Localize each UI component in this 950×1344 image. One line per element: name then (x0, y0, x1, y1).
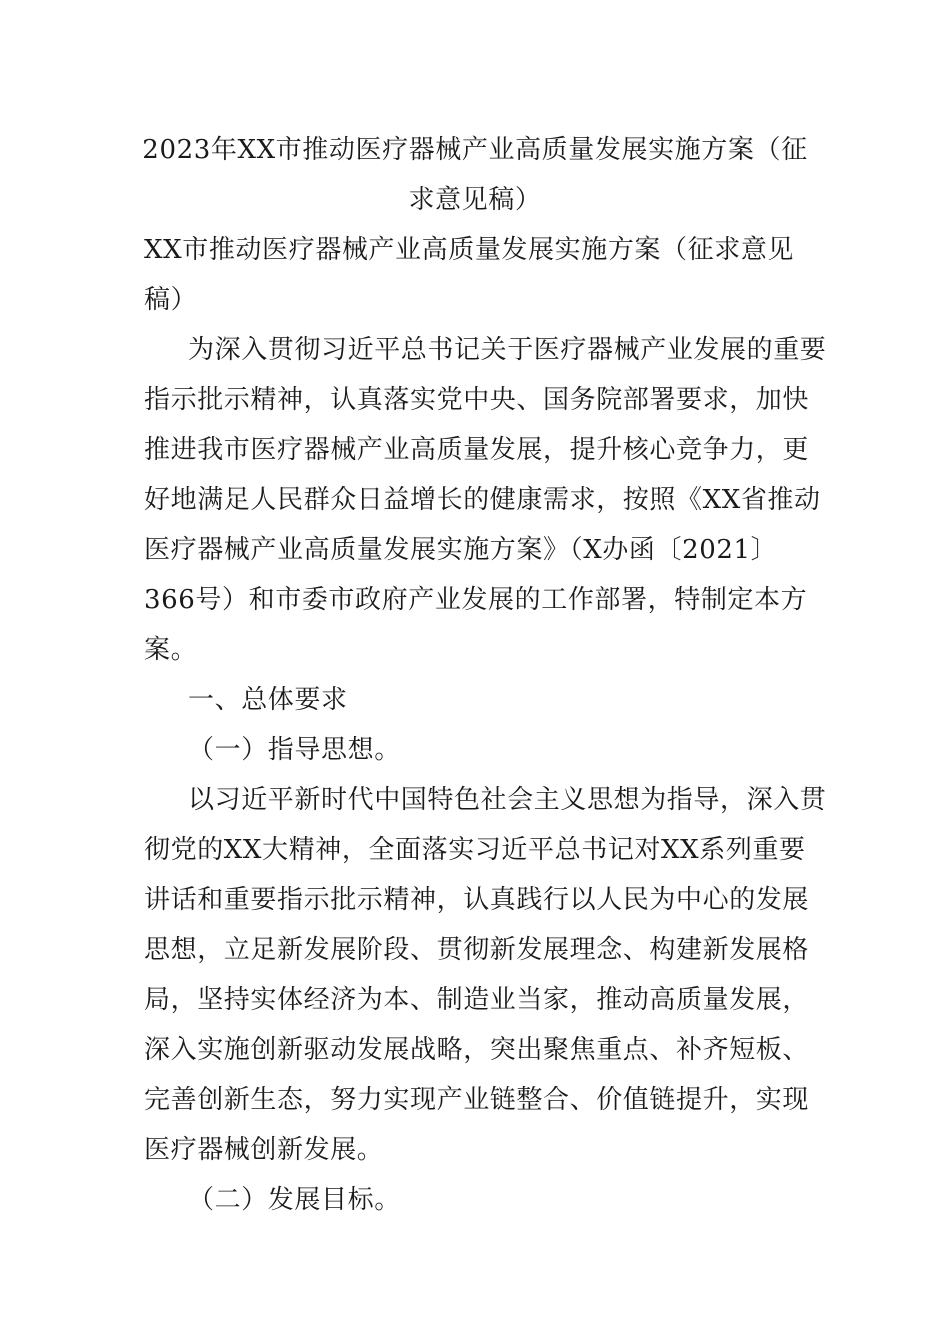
guiding-ideology-line-2: 彻党的XX大精神，全面落实习近平总书记对XX系列重要 (144, 835, 806, 865)
subtitle-line-1: XX市推动医疗器械产业高质量发展实施方案（征求意见 (144, 235, 795, 265)
guiding-ideology-line-1: 以习近平新时代中国特色社会主义思想为指导，深入贯 (188, 785, 827, 815)
guiding-ideology-line-3: 讲话和重要指示批示精神，认真践行以人民为中心的发展 (144, 885, 810, 915)
intro-paragraph-line-6: 366号）和市委市政府产业发展的工作部署，特制定本方 (144, 585, 808, 615)
intro-paragraph-line-3: 推进我市医疗器械产业高质量发展，提升核心竞争力，更 (144, 435, 810, 465)
section-heading-overall-requirements: 一、总体要求 (188, 685, 348, 715)
subsection-heading-guiding-ideology: （一）指导思想。 (188, 735, 401, 765)
intro-paragraph-line-1: 为深入贯彻习近平总书记关于医疗器械产业发展的重要 (188, 335, 827, 365)
guiding-ideology-line-5: 局，坚持实体经济为本、制造业当家，推动高质量发展， (144, 985, 810, 1015)
intro-paragraph-line-5: 医疗器械产业高质量发展实施方案》（X办函〔2021〕 (144, 535, 778, 565)
guiding-ideology-line-4: 思想，立足新发展阶段、贯彻新发展理念、构建新发展格 (144, 935, 810, 965)
subtitle-line-2: 稿） (144, 285, 198, 315)
intro-paragraph-line-7: 案。 (144, 635, 198, 665)
intro-paragraph-line-4: 好地满足人民群众日益增长的健康需求，按照《XX省推动 (144, 485, 821, 515)
subsection-heading-development-goals: （二）发展目标。 (188, 1185, 401, 1215)
document-title-line-1: 2023年XX市推动医疗器械产业高质量发展实施方案（征 (142, 135, 808, 165)
intro-paragraph-line-2: 指示批示精神，认真落实党中央、国务院部署要求，加快 (144, 385, 810, 415)
document-title-line-2: 求意见稿） (408, 185, 542, 215)
guiding-ideology-line-6: 深入实施创新驱动发展战略，突出聚焦重点、补齐短板、 (144, 1035, 810, 1065)
guiding-ideology-line-8: 医疗器械创新发展。 (144, 1135, 384, 1165)
guiding-ideology-line-7: 完善创新生态，努力实现产业链整合、价值链提升，实现 (144, 1085, 810, 1115)
